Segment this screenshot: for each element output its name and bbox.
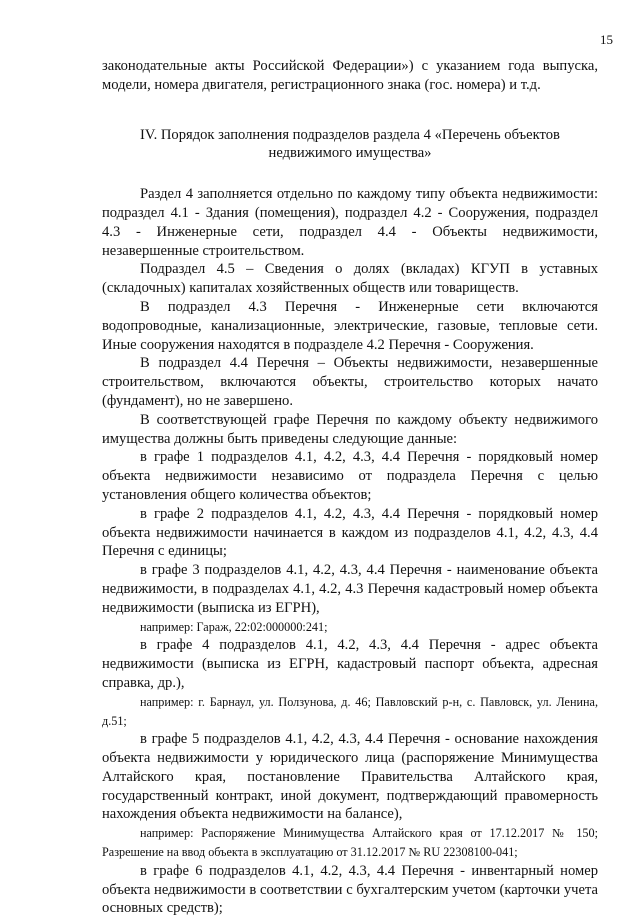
page-number: 15 — [600, 32, 613, 47]
paragraph: В подраздел 4.4 Перечня – Объекты недвижимости, незавершенные строительством, включаются объекты, строительство которых начато (фундамент), но не завершено. — [102, 355, 598, 409]
paragraph: Раздел 4 заполняется отдельно по каждому типу объекта недвижимости: подраздел 4.1 - Здания (помещения), подраздел 4.2 - Сооружения, подраздел 4.3 - Инженерные сети, подраздел 4.4 - Объекты недвижимости, незавершенные строительством. — [102, 186, 598, 259]
paragraph: В соответствующей графе Перечня по каждому объекту недвижимого имущества должны быть приведены следующие данные: — [102, 411, 598, 447]
paragraph: В подраздел 4.3 Перечня - Инженерные сети включаются водопроводные, канализационные, электрические, газовые, тепловые сети. Иные сооружения находятся в подразделе 4.2 Перечня - Сооружения. — [102, 298, 598, 353]
paragraph: в графе 5 подразделов 4.1, 4.2, 4.3, 4.4 Перечня - основание нахождения объекта недвижимости у юридического лица (распоряжение Минимущества Алтайского края, постановление Правительства Алтайского края, государственный контракт, иной документ, подтверждающий правомерность нахождения объекта недвижимости на балансе), — [102, 731, 598, 823]
paragraph: в графе 1 подразделов 4.1, 4.2, 4.3, 4.4 Перечня - порядковый номер объекта недвижимости независимо от подраздела Перечня с целью установления общего количества объектов; — [102, 449, 598, 503]
intro-paragraph: законодательные акты Российской Федерации») с указанием года выпуска, модели, номера двигателя, регистрационного знака (гос. номера) и т.д. — [102, 58, 598, 93]
example-text: например: Гараж, 22:02:000000:241; — [140, 619, 328, 634]
example-text: например: Распоряжение Минимущества Алтайского края от 17.12.2017 № 150; Разрешение на ввод объекта в эксплуатацию от 31.12.2017 № RU 22308100-041; — [102, 826, 598, 860]
paragraph: в графе 4 подразделов 4.1, 4.2, 4.3, 4.4 Перечня - адрес объекта недвижимости (выписка из ЕГРН, кадастровый паспорт объекта, адресная справка, др.), — [102, 637, 598, 691]
paragraph: в графе 2 подразделов 4.1, 4.2, 4.3, 4.4 Перечня - порядковый номер объекта недвижимости начинается в каждом из подразделов 4.1, 4.2, 4.3, 4.4 Перечня с единицы; — [102, 505, 598, 560]
paragraph: в графе 6 подразделов 4.1, 4.2, 4.3, 4.4 Перечня - инвентарный номер объекта недвижимости в соответствии с бухгалтерским учетом (карточки учета основных средств); — [102, 862, 598, 917]
paragraph: Подраздел 4.5 – Сведения о долях (вкладах) КГУП в уставных (складочных) капиталах хозяйственных обществ или товариществ. — [102, 261, 598, 297]
example-text: например: г. Барнаул, ул. Ползунова, д. 46; Павловский р-н, с. Павловск, ул. Ленина, д.51; — [102, 694, 598, 728]
document-body — [102, 57, 598, 918]
section-heading: IV. Порядок заполнения подразделов раздела 4 «Перечень объектов недвижимого имущества» — [140, 126, 560, 162]
paragraph: в графе 3 подразделов 4.1, 4.2, 4.3, 4.4 Перечня - наименование объекта недвижимости, в подразделах 4.1, 4.2, 4.3 Перечня кадастровый номер объекта недвижимости (выписка из ЕГРН), — [102, 562, 598, 616]
